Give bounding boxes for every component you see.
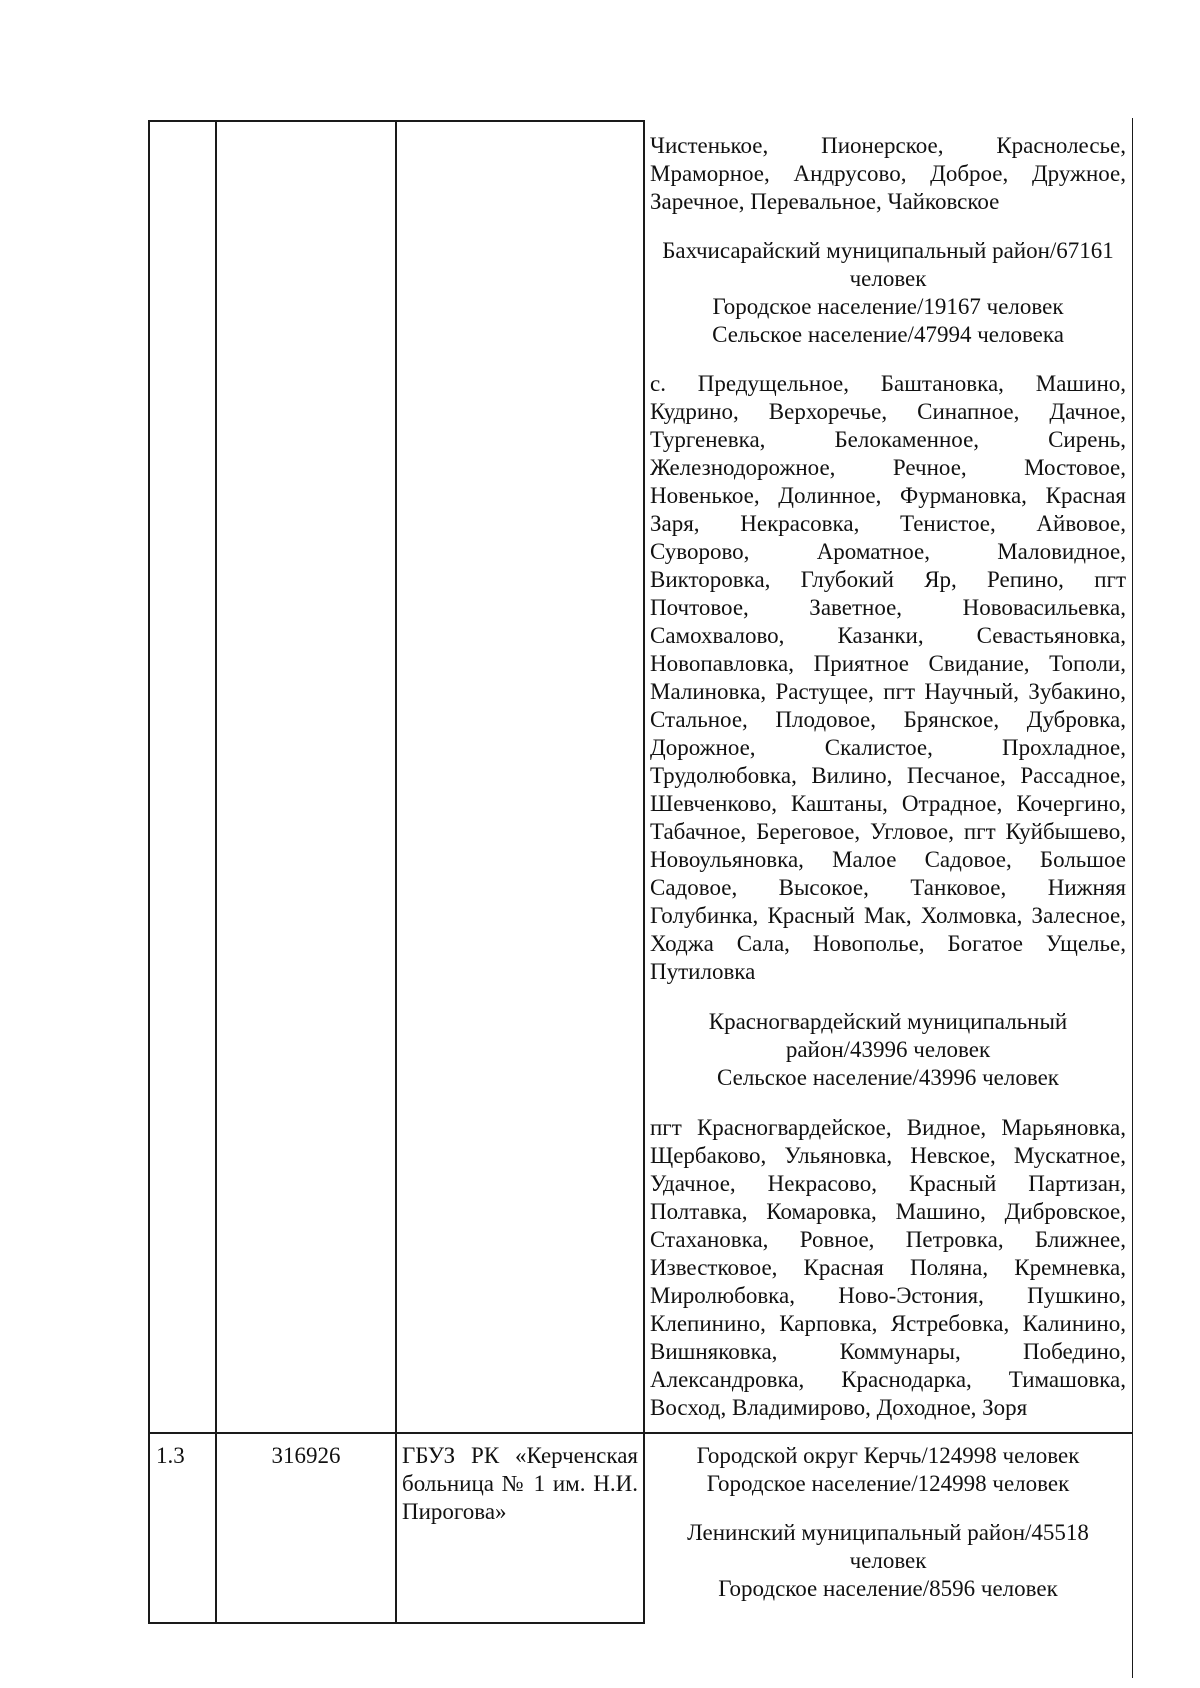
district-block-kerch: [650, 1442, 1126, 1498]
district-block-bakhchisarai: [650, 237, 1126, 349]
row-code: 316926: [271, 1443, 341, 1468]
village-list-part1: Чистенькое, Пионерское, Краснолесье, Мраморное, Андрусово, Доброе, Дружное, Заречное, Перевальное, Чайковское: [650, 133, 1126, 214]
kerch-urban-population: Городское население/124998 человек: [706, 1471, 1070, 1496]
column-divider-3: [643, 120, 645, 1624]
institution-name: ГБУЗ РК «Керченская больница № 1 им. Н.И. Пирогова»: [402, 1443, 638, 1524]
continuation-cell: [650, 132, 1126, 1422]
district-block-krasnogvardeisky: [650, 1008, 1126, 1092]
lenin-district-title: Ленинский муниципальный район/45518 человек: [687, 1520, 1089, 1573]
table-right-border: [1132, 118, 1133, 1678]
row-divider: [148, 1432, 1133, 1434]
table-bottom-border: [148, 1622, 645, 1624]
village-list-bakhchisarai: с. Предущельное, Баштановка, Машино, Кудрино, Верхоречье, Синапное, Дачное, Тургеневка, Белокаменное, Сирень, Железнодорожное, Речное, Мостовое, Новенькое, Долинное, Фурмановка, Красная Заря, Некрасовка, Тенистое, Айвовое, Суворово, Ароматное, Маловидное, Викторовка, Глубокий Яр, Репино, пгт Почтовое, Заветное, Нововасильевка, Самохвалово, Казанки, Севастьяновка, Новопавловка, Приятное Свидание, Тополи, Малиновка, Растущее, пгт Научный, Зубакино, Стальное, Плодовое, Брянское, Дубровка, Дорожное, Скалистое, Прохладное, Трудолюбовка, Вилино, Песчаное, Рассадное, Шевченково, Каштаны, Отрадное, Кочергино, Табачное, Береговое, Угловое, пгт Куйбышево, Новоульяновка, Малое Садовое, Большое Садовое, Высокое, Танковое, Нижняя Голубинка, Красный Мак, Холмовка, Залесное, Ходжа Сала, Новополье, Богатое Ущелье, Путиловка: [650, 371, 1126, 984]
district-block-lenin: [650, 1519, 1126, 1603]
column-divider-2: [395, 120, 397, 1624]
table-left-border: [148, 120, 150, 1624]
krasnogvardeisky-rural-population: Сельское население/43996 человек: [717, 1065, 1059, 1090]
village-list-krasnogvardeisky: пгт Красногвардейское, Видное, Марьяновка, Щербаково, Ульяновка, Невское, Мускатное, Удачное, Некрасово, Красный Партизан, Полтавка, Комаровка, Машино, Дибровское, Стахановка, Ровное, Петровка, Ближнее, Известковое, Красная Поляна, Кремневка, Миролюбовка, Ново-Эстония, Пушкино, Клепинино, Карповка, Ястребовка, Калинино, Вишняковка, Коммунары, Победино, Александровка, Краснодарка, Тимашовка, Восход, Владимирово, Доходное, Зоря: [650, 1115, 1126, 1420]
column-divider-1: [215, 120, 217, 1624]
row-number: 1.3: [156, 1443, 185, 1468]
krasnogvardeisky-district-title: Красногвардейский муниципальный район/43996 человек: [708, 1009, 1068, 1062]
row-1-3-territory-cell: [650, 1442, 1126, 1603]
bakhchisarai-district-title: Бахчисарайский муниципальный район/67161 человек: [662, 238, 1114, 291]
kerch-district-title: Городской округ Керчь/124998 человек: [696, 1443, 1080, 1468]
lenin-urban-population: Городское население/8596 человек: [718, 1576, 1058, 1601]
bakhchisarai-urban-population: Городское население/19167 человек: [712, 294, 1064, 319]
bakhchisarai-rural-population: Сельское население/47994 человека: [712, 322, 1064, 347]
